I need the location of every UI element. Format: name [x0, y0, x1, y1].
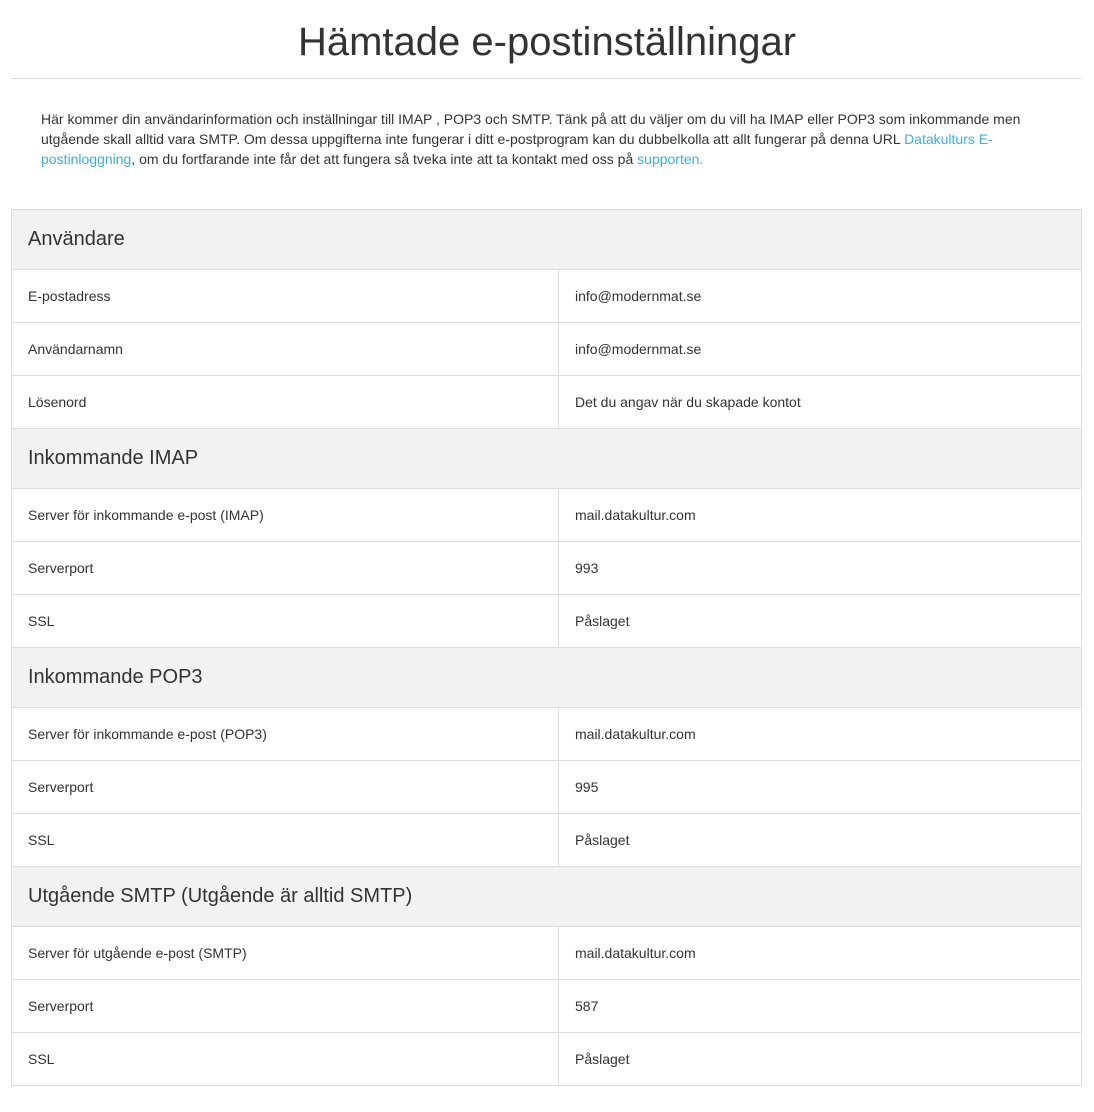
intro-text-middle: , om du fortfarande inte får det att fungera så tveka inte att ta kontakt med oss på	[131, 151, 638, 167]
smtp-server-value: mail.datakultur.com	[559, 927, 1082, 980]
smtp-port-value: 587	[559, 980, 1082, 1033]
table-row	[12, 708, 1082, 761]
table-row	[12, 542, 1082, 595]
pop3-server-label: Server för inkommande e-post (POP3)	[12, 708, 559, 761]
smtp-server-label: Server för utgående e-post (SMTP)	[12, 927, 559, 980]
smtp-ssl-label: SSL	[12, 1033, 559, 1086]
section-title-imap: Inkommande IMAP	[12, 429, 1082, 489]
smtp-port-label: Serverport	[12, 980, 559, 1033]
table-row	[12, 489, 1082, 542]
webmail-login-link[interactable]: Datakulturs E-postinloggning	[41, 131, 993, 167]
title-divider	[11, 78, 1081, 79]
table-row	[12, 270, 1082, 323]
imap-server-label: Server för inkommande e-post (IMAP)	[12, 489, 559, 542]
section-title-pop3: Inkommande POP3	[12, 648, 1082, 708]
pop3-ssl-value: Påslaget	[559, 814, 1082, 867]
table-row	[12, 927, 1082, 980]
username-label: Användarnamn	[12, 323, 559, 376]
section-smtp	[12, 867, 1082, 927]
pop3-server-value: mail.datakultur.com	[559, 708, 1082, 761]
pop3-ssl-label: SSL	[12, 814, 559, 867]
imap-port-value: 993	[559, 542, 1082, 595]
password-value: Det du angav när du skapade kontot	[559, 376, 1082, 429]
email-settings-table	[11, 209, 1082, 1086]
table-row	[12, 814, 1082, 867]
page-title: Hämtade e-postinställningar	[297, 20, 797, 64]
imap-ssl-label: SSL	[12, 595, 559, 648]
imap-ssl-value: Påslaget	[559, 595, 1082, 648]
support-link[interactable]: supporten.	[637, 151, 704, 167]
username-value: info@modernmat.se	[559, 323, 1082, 376]
intro-text-start: Här kommer din användarinformation och inställningar till IMAP , POP3 och SMTP. Tänk på att du väljer om du vill ha IMAP eller POP3 som inkommande men utgående skall alltid vara SMTP. Om dessa uppgifterna inte fungerar i ditt e-postprogram kan du dubbelkolla att allt fungerar på denna URL	[41, 111, 1021, 147]
password-label: Lösenord	[12, 376, 559, 429]
section-imap	[12, 429, 1082, 489]
pop3-port-label: Serverport	[12, 761, 559, 814]
table-row	[12, 376, 1082, 429]
table-row	[12, 980, 1082, 1033]
table-row	[12, 595, 1082, 648]
section-user	[12, 210, 1082, 270]
section-title-smtp: Utgående SMTP (Utgående är alltid SMTP)	[12, 867, 1082, 927]
table-row	[12, 323, 1082, 376]
email-label: E-postadress	[12, 270, 559, 323]
smtp-ssl-value: Påslaget	[559, 1033, 1082, 1086]
table-row	[12, 1033, 1082, 1086]
imap-port-label: Serverport	[12, 542, 559, 595]
section-pop3	[12, 648, 1082, 708]
table-row	[12, 761, 1082, 814]
imap-server-value: mail.datakultur.com	[559, 489, 1082, 542]
pop3-port-value: 995	[559, 761, 1082, 814]
intro-paragraph	[41, 109, 1051, 169]
email-value: info@modernmat.se	[559, 270, 1082, 323]
section-title-user: Användare	[12, 210, 1082, 270]
